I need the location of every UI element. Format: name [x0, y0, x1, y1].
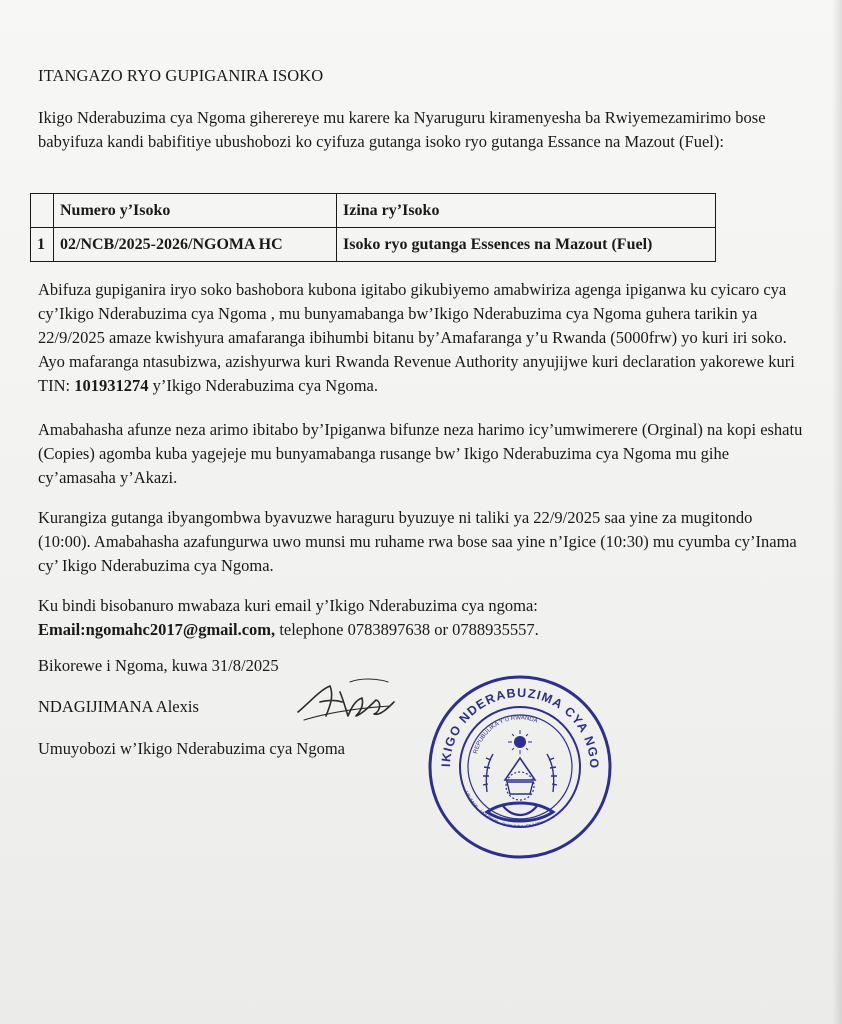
deadline-paragraph: Kurangiza gutanga ibyangombwa byavuzwe haraguru byuzuye ni taliki ya 22/9/2025 saa yine za mugitondo (10:00). Amabahasha azafungurwa uwo munsi mu ruhame rwa bose saa yine n’Igice (10:30) mu cyumba cy’Inama cy’ Ikigo Nderabuzima cya Ngoma. — [38, 508, 797, 575]
tender-table — [30, 193, 716, 262]
stamp-motto: UBUMWE - UMURIMO - GUKUNDA IGIHUGU — [464, 790, 544, 830]
contact-paragraph — [38, 594, 808, 642]
stamp-inner-text: REPUBULIKA Y’U RWANDA — [473, 715, 539, 755]
table-row — [31, 228, 716, 262]
submission-paragraph: Amabahasha afunze neza arimo ibitabo by’Ipiganwa bifunze neza harimo icy’umwimerere (Orginal) na kopi eshatu (Copies) agomba kuba yagejeje mu bunyamabanga rusange bw’ Ikigo Nderabuzima cya Ngoma mu gihe cy’amasaha y’Akazi. — [38, 420, 803, 487]
contact-line: Ku bindi bisobanuro mwabaza kuri email y’Ikigo Nderabuzima cya ngoma: — [38, 596, 538, 615]
table-header-cell: Izina ry’Isoko — [337, 194, 716, 228]
phone-numbers: telephone 0783897638 or 0788935557. — [275, 620, 539, 639]
table-cell-tender-name: Isoko ryo gutanga Essences na Mazout (Fuel) — [337, 228, 716, 262]
intro-paragraph: Ikigo Nderabuzima cya Ngoma giherereye mu karere ka Nyaruguru kiramenyesha ba Rwiyemezamirimo bose babyifuza kandi babifitiye ubushobozi ko cyifuza gutanga isoko ryo gutanga Essance na Mazout (Fuel): — [38, 108, 766, 151]
email-address[interactable]: ngomahc2017@gmail.com, — [85, 620, 276, 639]
table-header-cell — [31, 194, 54, 228]
tin-number: 101931274 — [74, 376, 149, 395]
stamp-outer-text: IKIGO NDERABUZIMA CYA NGO — [438, 685, 602, 770]
paragraph-text: Abifuza gupiganira iryo soko bashobora kubona igitabo gikubiyemo amabwiriza agenga ipiganwa ku cyicaro cya cy’Ikigo Nderabuzima cya Ngoma , mu bunyamabanga bw’Ikigo Nderabuzima cya Ngoma guhera tarikin ya 22/9/2025 amaze kwishyura amafaranga ibihumbi bitanu by’Amafaranga y’u Rwanda (5000frw) yo kuri iri soko. Ayo mafaranga ntasubizwa, azishyurwa kuri Rwanda Revenue Authority anyujijwe kuri declaration yakorewe kuri TIN: — [38, 280, 795, 395]
signature-image — [290, 672, 400, 732]
table-cell-number: 1 — [31, 228, 54, 262]
email-label: Email: — [38, 620, 86, 639]
table-cell-tender-number: 02/NCB/2025-2026/NGOMA HC — [54, 228, 337, 262]
table-header-cell: Numero y’Isoko — [54, 194, 337, 228]
page-edge-shadow — [832, 0, 842, 1024]
paragraph-text: y’Ikigo Nderabuzima cya Ngoma. — [148, 376, 378, 395]
stamp-seal-image — [425, 672, 615, 862]
place-date: Bikorewe i Ngoma, kuwa 31/8/2025 — [38, 656, 279, 675]
signatory-title: Umuyobozi w’Ikigo Nderabuzima cya Ngoma — [38, 739, 345, 758]
official-stamp — [425, 672, 615, 862]
signatory-name: NDAGIJIMANA Alexis — [38, 697, 199, 716]
table-header-row — [31, 194, 716, 228]
document-title: ITANGAZO RYO GUPIGANIRA ISOKO — [38, 66, 324, 85]
bidding-document-paragraph — [38, 278, 808, 398]
